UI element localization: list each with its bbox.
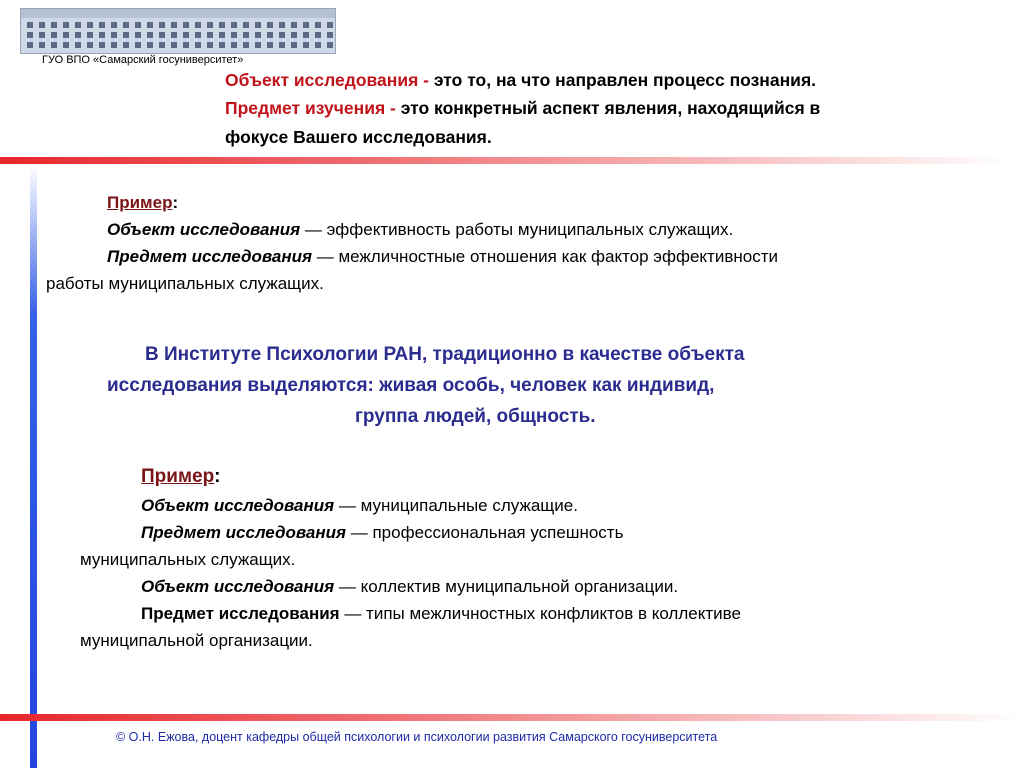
object-term: Объект исследования - bbox=[225, 70, 430, 90]
institute-line-3: группа людей, общность. bbox=[355, 406, 596, 427]
example2-heading: Пример: bbox=[141, 466, 221, 487]
bottom-divider bbox=[0, 714, 1024, 721]
object-definition bbox=[225, 70, 816, 91]
example1-subject: Предмет исследования — межличностные отношения как фактор эффективности bbox=[107, 247, 778, 266]
footer-copyright: © О.Н. Ежова, доцент кафедры общей психологии и психологии развития Самарского госуниверситета bbox=[116, 730, 718, 744]
example2-subject-2-cont: муниципальной организации. bbox=[80, 631, 313, 650]
example1-label: Пример bbox=[107, 193, 173, 212]
university-building-icon bbox=[20, 8, 336, 54]
top-divider bbox=[0, 157, 1010, 164]
example2-object-1: Объект исследования — муниципальные служащие. bbox=[141, 496, 578, 515]
example1-subject-cont: работы муниципальных служащих. bbox=[46, 274, 324, 293]
example1-object: Объект исследования — эффективность работы муниципальных служащих. bbox=[107, 220, 734, 239]
institute-line-2: исследования выделяются: живая особь, человек как индивид, bbox=[107, 375, 715, 396]
example2-subject-1: Предмет исследования — профессиональная успешность bbox=[141, 523, 624, 542]
subject-definition-text-2: фокусе Вашего исследования. bbox=[225, 127, 492, 147]
institute-line-1: В Институте Психологии РАН, традиционно в качестве объекта bbox=[145, 344, 745, 365]
example2-label: Пример bbox=[141, 466, 215, 487]
subject-term: Предмет изучения - bbox=[225, 98, 396, 118]
example1-heading: Пример: bbox=[107, 193, 179, 212]
subject-definition-text-1: это конкретный аспект явления, находящийся в bbox=[395, 98, 821, 118]
object-definition-text: это то, на что направлен процесс познания. bbox=[429, 70, 817, 90]
example2-object-2: Объект исследования — коллектив муниципальной организации. bbox=[141, 577, 679, 596]
example2-subject-2: Предмет исследования — типы межличностных конфликтов в коллективе bbox=[141, 604, 741, 623]
subject-definition bbox=[225, 98, 820, 119]
left-accent-bar bbox=[30, 165, 37, 768]
example2-subject-1-cont: муниципальных служащих. bbox=[80, 550, 296, 569]
university-name: ГУО ВПО «Самарский госуниверситет» bbox=[42, 54, 244, 66]
